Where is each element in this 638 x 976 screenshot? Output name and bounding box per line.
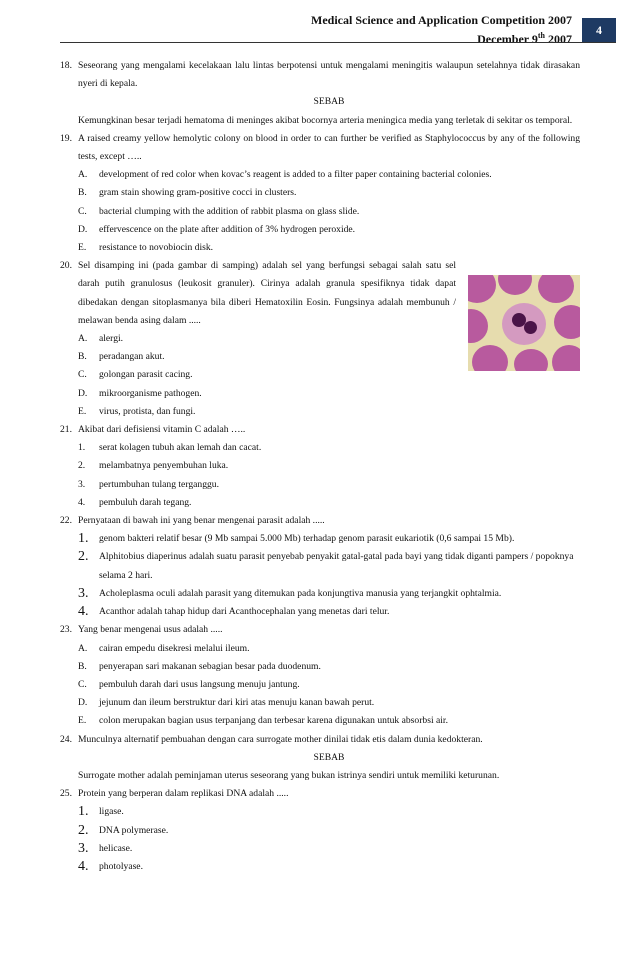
question-number: 22. [60, 515, 72, 527]
question-text: Akibat dari defisiensi vitamin C adalah ….. [78, 424, 246, 436]
option-e: E. virus, protista, dan fungi. [78, 405, 196, 417]
blood-smear-micrograph [468, 275, 580, 371]
question-number: 25. [60, 788, 72, 800]
red-blood-cell [514, 349, 548, 371]
question-text: Protein yang berperan dalam replikasi DNA adalah ..... [78, 788, 289, 800]
option-a: A. alergi. [78, 333, 124, 345]
header-title: Medical Science and Application Competition 2007 [311, 13, 572, 27]
question-number: 24. [60, 733, 72, 745]
option-4: 4. Acanthor adalah tahap hidup dari Acanthocephalan yang menetas dari telur. [78, 604, 390, 620]
question-22 [60, 512, 580, 621]
question-text: Munculnya alternatif pembuahan dengan cara surrogate mother dinilai tidak etis dalam dunia kedokteran. [78, 733, 483, 745]
question-number: 19. [60, 132, 72, 144]
question-text: Sel disamping ini (pada gambar di samping) adalah sel yang berfungsi sebagai salah satu sel darah putih granulosus (leukosit granuler). Cirinya adalah granula spesifiknya tidak dapat dibedakan dengan sitoplasmanya bila diberi Hematoxilin Eosin. Fungsinya adalah membunuh / melawan benda asing dalam ..... [78, 260, 456, 326]
option-b: B. gram stain showing gram-positive cocci in clusters. [78, 187, 297, 199]
header-date: December 9th 2007 [477, 31, 572, 46]
question-number: 23. [60, 624, 72, 636]
option-d: D. effervescence on the plate after addition of 3% hydrogen peroxide. [78, 223, 356, 235]
red-blood-cell [472, 345, 508, 371]
option-c: C. golongan parasit cacing. [78, 369, 193, 381]
option-a: A. development of red color when kovac’s reagent is added to a filter paper containing bacterial colonies. [78, 169, 492, 181]
option-2: 2. melambatnya penyembuhan luka. [78, 460, 229, 472]
option-e: E. resistance to novobiocin disk. [78, 242, 214, 254]
red-blood-cell [538, 275, 574, 303]
page-number: 4 [582, 18, 616, 42]
option-2: 2. DNA polymerase. [78, 822, 169, 838]
reason-text: Surrogate mother adalah peminjaman uterus seseorang yang bukan istrinya sendiri untuk memiliki keturunan. [78, 769, 500, 781]
question-19 [60, 130, 580, 257]
option-4: 4. photolyase. [78, 858, 143, 874]
nucleus-lobe [524, 321, 537, 334]
option-1: 1. ligase. [78, 804, 124, 820]
option-3: 3. Acholeplasma oculi adalah parasit yang ditemukan pada konjungtiva manusia yang terjangkit ophtalmia. [78, 585, 502, 601]
question-24 [60, 731, 580, 786]
option-e: E. colon merupakan bagian usus terpanjang dan terbesar karena digunakan untuk absorbsi air. [78, 715, 448, 727]
question-number: 18. [60, 60, 72, 71]
sebab-label: SEBAB [313, 751, 345, 763]
question-list [60, 57, 580, 876]
option-3: 3. pertumbuhan tulang terganggu. [78, 478, 219, 490]
question-text: Seseorang yang mengalami kecelakaan lalu lintas berpotensi untuk mengalami meningitis walaupun setelahnya tidak dirasakan nyeri di kepala. [78, 60, 580, 90]
question-25 [60, 785, 580, 876]
option-c: C. bacterial clumping with the addition of rabbit plasma on glass slide. [78, 205, 360, 217]
question-18 [60, 57, 580, 130]
header-divider [60, 42, 616, 43]
question-21 [60, 421, 580, 512]
sebab-label: SEBAB [313, 96, 345, 108]
red-blood-cell [552, 345, 580, 371]
option-a: A. cairan empedu disekresi melalui ileum. [78, 642, 250, 654]
option-d: D. mikroorganisme pathogen. [78, 387, 202, 399]
option-c: C. pembuluh darah dari usus langsung menuju jantung. [78, 678, 300, 690]
question-text: Yang benar mengenai usus adalah ..... [78, 624, 223, 636]
option-4: 4. pembuluh darah tegang. [78, 496, 192, 508]
option-b: B. peradangan akut. [78, 351, 165, 363]
option-d: D. jejunum dan ileum berstruktur dari kiri atas menuju kanan bawah perut. [78, 697, 375, 709]
question-text: Pernyataan di bawah ini yang benar mengenai parasit adalah ..... [78, 515, 325, 527]
red-blood-cell [468, 309, 488, 343]
question-text: A raised creamy yellow hemolytic colony on blood in order to can further be verified as Staphylococcus by any of the following tests, except ….. [78, 132, 580, 163]
reason-text: Kemungkinan besar terjadi hematoma di meninges akibat bocornya arteria meningica media yang terletak di sekitar os temporal. [78, 114, 573, 126]
red-blood-cell [498, 275, 532, 295]
question-23 [60, 621, 580, 730]
option-2: 2. Alphitobius diaperinus adalah suatu parasit penyebab penyakit gatal-gatal pada bayi yang tidak diganti pampers / popoknya selama 2 hari. [78, 549, 574, 581]
question-number: 21. [60, 424, 72, 436]
question-number: 20. [60, 260, 72, 272]
option-3: 3. helicase. [78, 840, 133, 856]
option-1: 1. genom bakteri relatif besar (9 Mb sampai 5.000 Mb) terhadap genom parasit eukariotik (0,6 sampai 15 Mb). [78, 531, 515, 547]
red-blood-cell [468, 275, 496, 303]
red-blood-cell [554, 305, 580, 339]
option-1: 1. serat kolagen tubuh akan lemah dan cacat. [78, 442, 262, 454]
option-b: B. penyerapan sari makanan sebagian besar pada duodenum. [78, 660, 321, 672]
